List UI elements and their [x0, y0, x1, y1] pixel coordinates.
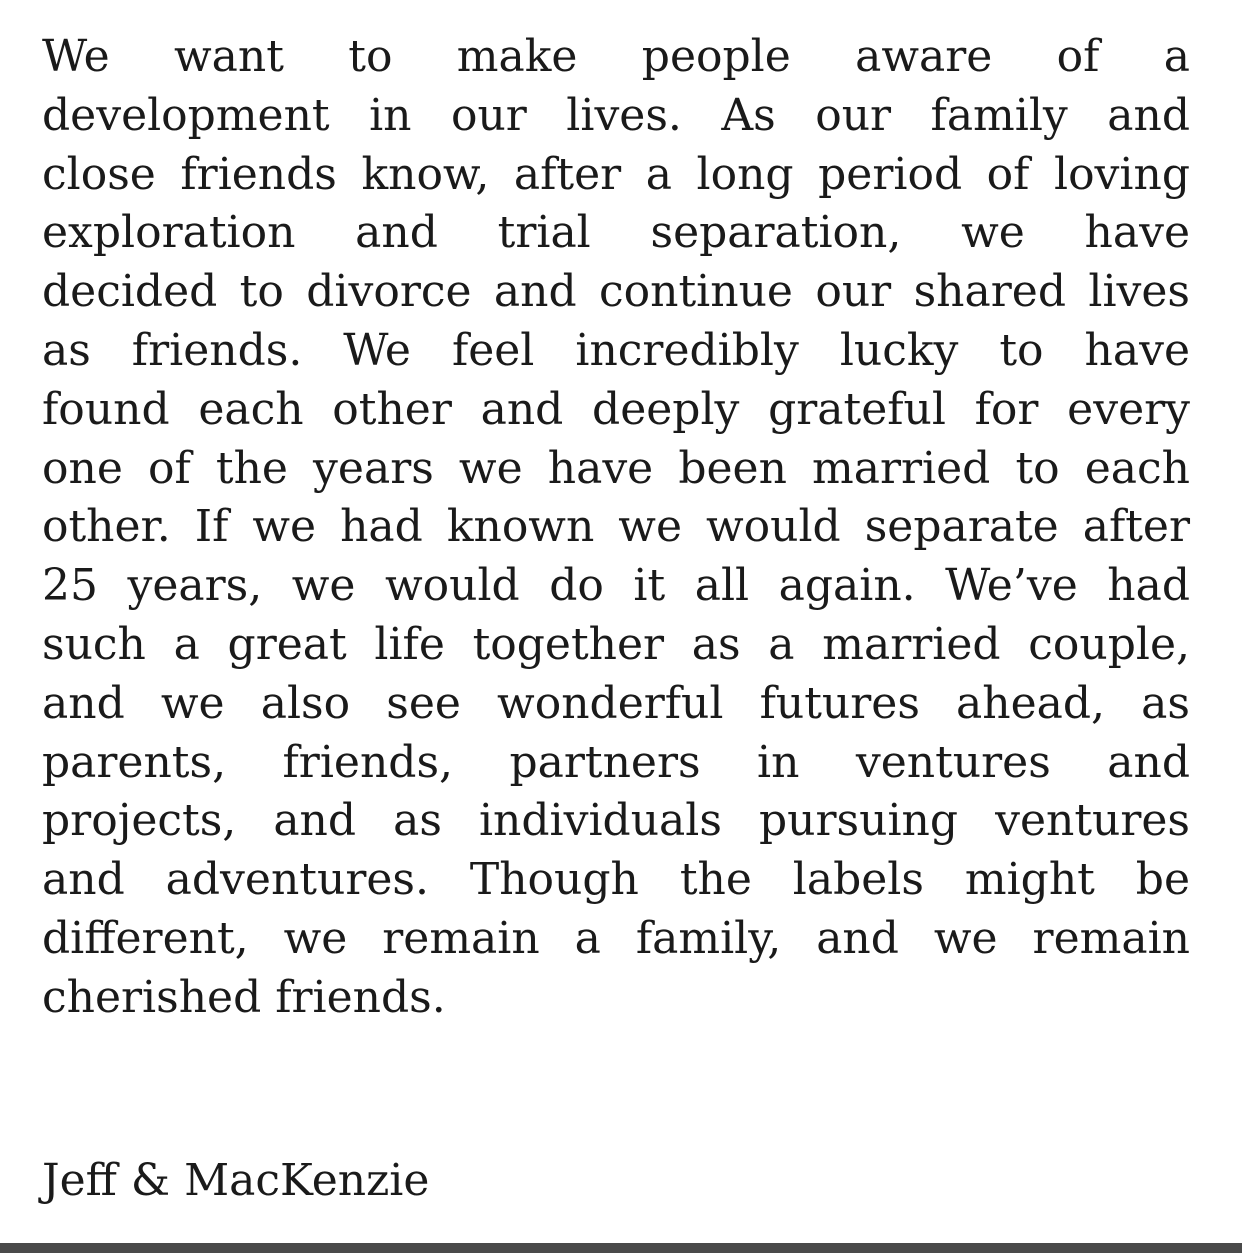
paragraph-line: parents, friends, partners in ventures and: [42, 736, 1190, 788]
paragraph-line: such a great life together as a married couple,: [42, 618, 1190, 670]
paragraph-line: 25 years, we would do it all again. We’ve had: [42, 560, 1190, 612]
paragraph-line: projects, and as individuals pursuing ventures: [42, 795, 1190, 847]
paragraph-line: and we also see wonderful futures ahead, as: [42, 677, 1190, 729]
paragraph-line: cherished friends.: [42, 971, 446, 1023]
statement-paragraph: [42, 28, 1190, 1028]
paragraph-line: development in our lives. As our family and: [42, 89, 1190, 141]
paragraph-line: one of the years we have been married to each: [42, 442, 1190, 494]
paragraph-line: exploration and trial separation, we have: [42, 207, 1190, 259]
bottom-bar: [0, 1243, 1242, 1253]
paragraph-line: We want to make people aware of a: [42, 31, 1190, 82]
paragraph-line: different, we remain a family, and we remain: [42, 912, 1190, 964]
paragraph-line: decided to divorce and continue our shared lives: [42, 266, 1190, 318]
paragraph-line: other. If we had known we would separate after: [42, 501, 1190, 553]
signature: Jeff & MacKenzie: [42, 1155, 430, 1206]
paragraph-line: as friends. We feel incredibly lucky to have: [42, 324, 1190, 376]
paragraph-line: and adventures. Though the labels might be: [42, 854, 1190, 906]
paragraph-line: found each other and deeply grateful for every: [42, 383, 1190, 435]
paragraph-line: close friends know, after a long period of loving: [42, 148, 1190, 200]
